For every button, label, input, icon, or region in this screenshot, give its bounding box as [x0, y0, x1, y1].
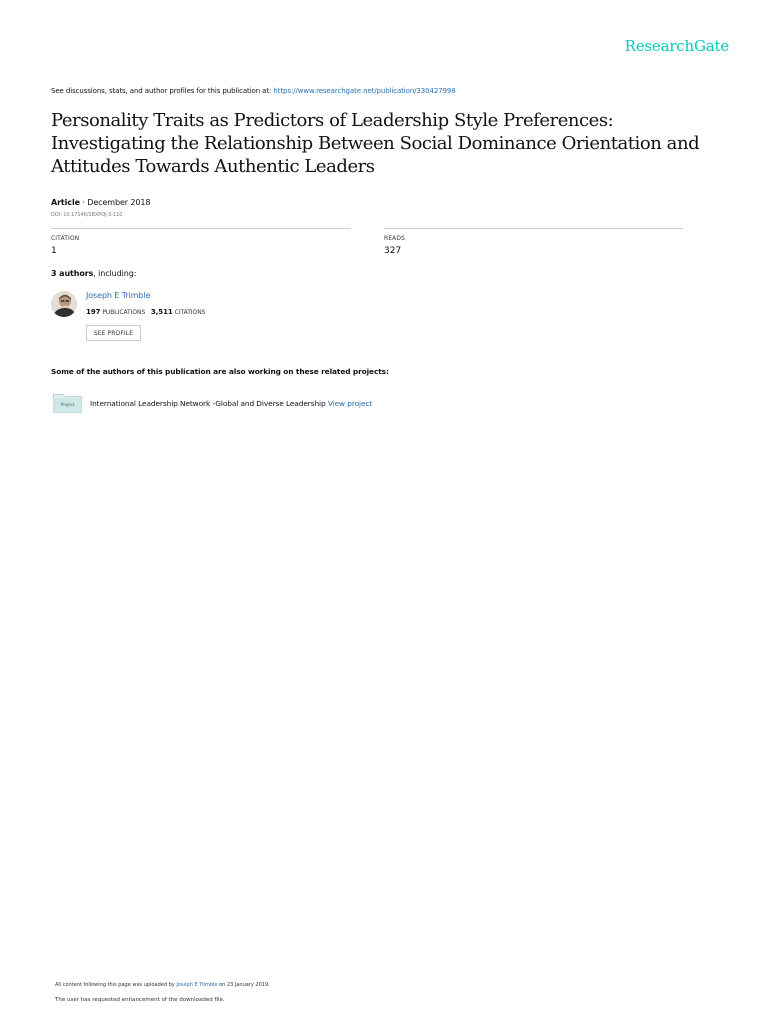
avatar[interactable]	[51, 291, 77, 317]
meta-separator: ·	[79, 198, 88, 207]
divider-reads	[384, 228, 683, 229]
upload-prefix: All content following this page was uploaded by	[55, 982, 177, 988]
publications-label: PUBLICATIONS	[102, 309, 146, 316]
divider-citation	[51, 228, 351, 229]
doi: DOI: 10.17146/SBXPOJ-3-110	[51, 212, 123, 218]
project-item	[90, 399, 372, 408]
discussion-prefix: See discussions, stats, and author profiles for this publication at:	[51, 87, 272, 95]
see-profile-button[interactable]: SEE PROFILE	[86, 325, 141, 341]
discussion-line	[51, 87, 456, 95]
upload-suffix: on 23 January 2019.	[217, 982, 270, 988]
project-icon-label: Project	[60, 402, 75, 407]
article-date: December 2018	[87, 198, 151, 207]
article-meta	[51, 198, 150, 207]
publication-url-link[interactable]: https://www.researchgate.net/publication/330427998	[273, 87, 456, 95]
uploader-link[interactable]: Joseph E Trimble	[176, 982, 218, 988]
citation-count: 1	[51, 246, 57, 256]
view-project-link[interactable]: View project	[327, 399, 373, 408]
reads-count: 327	[384, 246, 402, 256]
researchgate-logo[interactable]: ResearchGate	[624, 37, 729, 55]
author-stats	[86, 308, 205, 316]
publications-count: 197	[86, 308, 101, 316]
reads-label: READS	[384, 235, 405, 242]
paper-title: Personality Traits as Predictors of Leadership Style Preferences: Investigating the Relationship Between Social Dominance Orientation and Attitudes Towards Authentic Leaders	[51, 110, 700, 177]
related-projects-heading: Some of the authors of this publication are also working on these related projects:	[51, 367, 389, 376]
upload-note	[55, 982, 270, 988]
citations-count: 3,511	[150, 308, 173, 316]
citations-label: CITATIONS	[174, 309, 206, 316]
project-title: International Leadership Network -Global and Diverse Leadership	[90, 399, 328, 408]
citation-label: CITATION	[51, 235, 80, 242]
person-avatar-icon	[51, 291, 77, 317]
article-type: Article	[51, 198, 80, 207]
authors-summary	[51, 269, 136, 278]
enhancement-note: The user has requested enhancement of the downloaded file.	[55, 997, 225, 1003]
authors-suffix: , including:	[93, 269, 137, 278]
author-name-link[interactable]: Joseph E Trimble	[86, 291, 151, 300]
project-folder-icon	[53, 393, 82, 413]
authors-count: 3 authors	[51, 269, 94, 278]
